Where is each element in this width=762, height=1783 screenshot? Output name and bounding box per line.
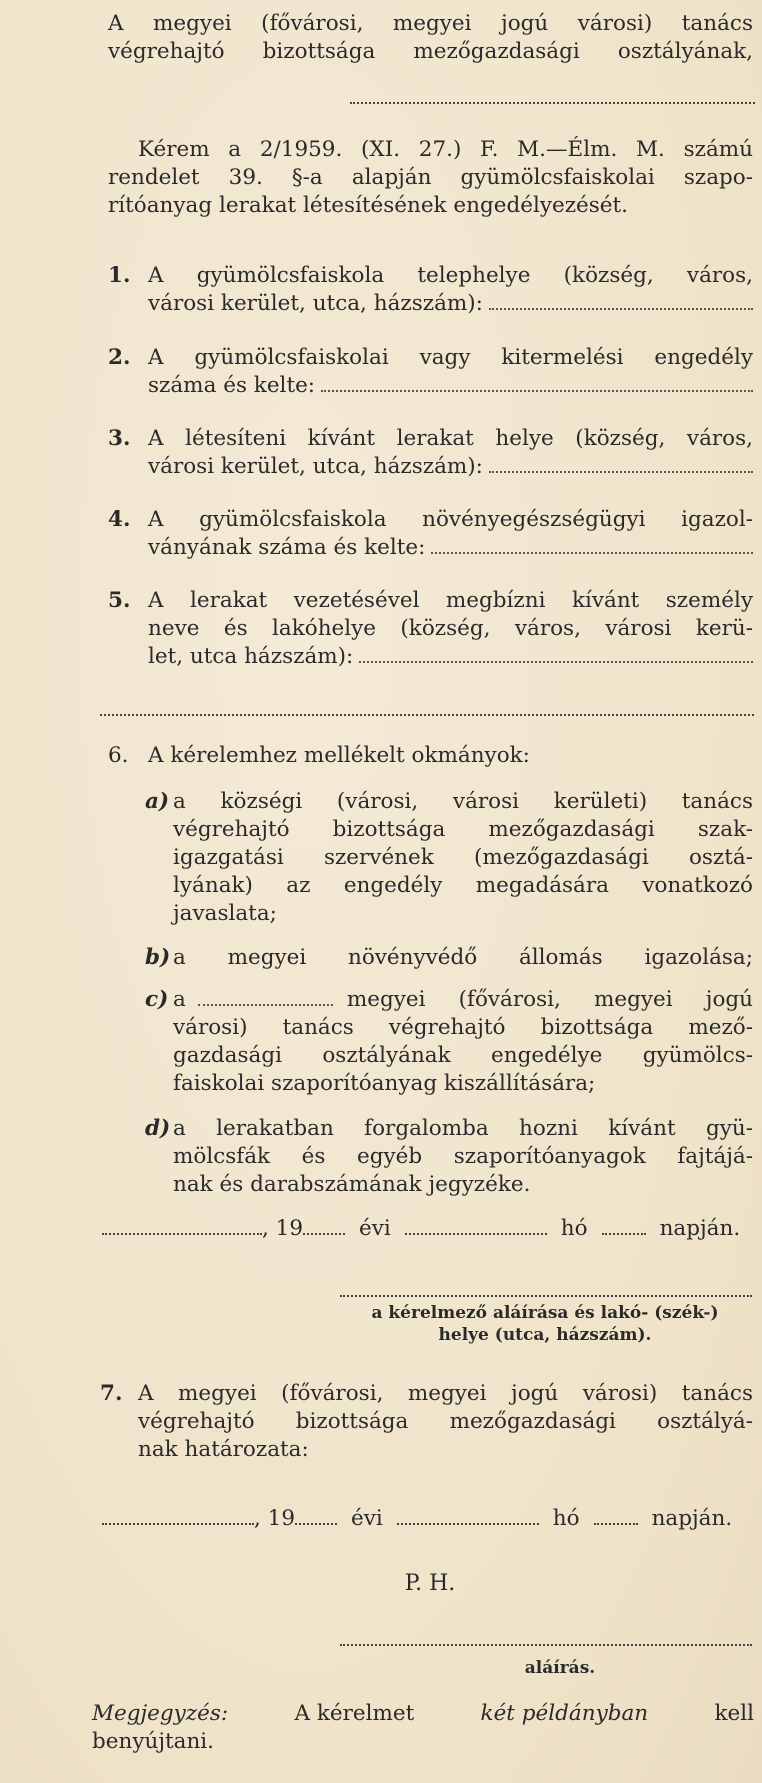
item-3-line-2: városi kerület, utca, házszám):	[148, 454, 483, 479]
request-line-2: rendelet 39. §-a alapján gyümölcsfaiskolai szapo-	[108, 165, 753, 190]
addressee-fill-line[interactable]	[350, 100, 755, 104]
signature-fill[interactable]	[340, 1642, 752, 1646]
date-2-day-fill[interactable]	[594, 1505, 638, 1525]
item-3-fill[interactable]	[489, 453, 753, 473]
date-1-napjan: napján.	[659, 1216, 741, 1241]
date-1-ho: hó	[560, 1216, 588, 1241]
date-2-month-fill[interactable]	[397, 1505, 539, 1525]
item-5-extra-fill[interactable]	[100, 712, 754, 716]
item-6c-suffix: megyei (fővárosi, megyei jogú	[346, 987, 753, 1012]
note-line-2: benyújtani.	[92, 1729, 215, 1754]
item-7	[138, 1380, 753, 1464]
stamp-ph: P. H.	[404, 1571, 456, 1596]
date-2-evi: évi	[351, 1506, 383, 1531]
date-2-ho: hó	[552, 1506, 580, 1531]
note-pre: A kérelmet	[294, 1701, 415, 1726]
item-2-number: 2.	[108, 345, 131, 370]
item-1	[148, 262, 753, 318]
item-4	[148, 506, 753, 562]
date-2-year-fill[interactable]	[295, 1505, 337, 1525]
request-line-3: rítóanyag lerakat létesítésének engedélyezését.	[108, 193, 628, 218]
item-6c-line-4: faiskolai szaporítóanyag kiszállítására;	[173, 1071, 596, 1096]
item-7-line-3: nak határozata:	[138, 1437, 309, 1462]
note-label: Megjegyzés:	[92, 1701, 229, 1726]
applicant-signature-caption	[330, 1302, 760, 1346]
item-2-fill[interactable]	[321, 372, 753, 392]
item-6c	[173, 986, 753, 1098]
item-6-number: 6.	[108, 743, 129, 768]
item-5-line-1: A lerakat vezetésével megbízni kívánt személy	[148, 588, 753, 613]
item-6a-line-5: javaslata;	[173, 901, 277, 926]
item-2-line-1: A gyümölcsfaiskolai vagy kitermelési engedély	[148, 345, 753, 370]
item-4-fill[interactable]	[431, 534, 753, 554]
item-6a-line-1: a községi (városi, városi kerületi) tanács	[173, 789, 753, 814]
date-line-1	[102, 1215, 753, 1243]
addressee-block	[108, 10, 753, 66]
item-1-line-1: A gyümölcsfaiskola telephelye (község, város,	[148, 263, 753, 288]
item-6b-line-1: a megyei növényvédő állomás igazolása;	[173, 945, 753, 970]
date-1-year-prefix: , 19	[262, 1216, 304, 1241]
applicant-signature-caption-line-2: helye (utca, házszám).	[438, 1325, 652, 1345]
item-5-line-3: let, utca házszám):	[148, 644, 354, 669]
item-2-line-2: száma és kelte:	[148, 373, 316, 398]
item-6b	[173, 944, 753, 972]
signature-caption: aláírás.	[524, 1658, 596, 1678]
item-3	[148, 425, 753, 481]
item-4-line-2: ványának száma és kelte:	[148, 535, 426, 560]
item-6c-county-fill[interactable]	[198, 986, 333, 1006]
item-6-title: A kérelemhez mellékelt okmányok:	[148, 743, 530, 768]
item-6c-prefix: a	[173, 987, 186, 1012]
request-line-1: Kérem a 2/1959. (XI. 27.) F. M.—Élm. M. számú	[138, 137, 753, 162]
item-2	[148, 344, 753, 400]
date-1-evi: évi	[359, 1216, 391, 1241]
item-6a-line-3: igazgatási szervének (mezőgazdasági osztá-	[173, 845, 753, 870]
item-3-line-1: A létesíteni kívánt lerakat helye (község, város,	[148, 426, 753, 451]
date-1-place-fill[interactable]	[102, 1215, 262, 1235]
item-7-line-1: A megyei (fővárosi, megyei jogú városi) tanács	[138, 1381, 753, 1406]
addressee-line-2: végrehajtó bizottsága mezőgazdasági osztályának,	[108, 39, 753, 64]
item-1-number: 1.	[108, 263, 131, 288]
item-6a-label: a)	[145, 789, 170, 814]
addressee-line-1: A megyei (fővárosi, megyei jogú városi) tanács	[108, 11, 753, 36]
date-2-napjan: napján.	[651, 1506, 733, 1531]
date-2-year-prefix: , 19	[254, 1506, 296, 1531]
item-6d-label: d)	[145, 1116, 171, 1141]
item-6d	[173, 1115, 753, 1199]
item-6b-label: b)	[145, 945, 171, 970]
date-2-place-fill[interactable]	[102, 1505, 254, 1525]
item-6a-line-2: végrehajtó bizottsága mezőgazdasági szak-	[173, 817, 753, 842]
item-4-line-1: A gyümölcsfaiskola növényegészségügyi igazol-	[148, 507, 753, 532]
request-paragraph	[108, 136, 753, 220]
item-6d-line-2: mölcsfák és egyéb szaporítóanyagok fajtájá-	[173, 1144, 753, 1169]
item-6c-line-2: városi) tanács végrehajtó bizottsága mező-	[173, 1015, 753, 1040]
applicant-signature-caption-line-1: a kérelmező aláírása és lakó- (szék-)	[371, 1303, 719, 1323]
item-6d-line-1: a lerakatban forgalomba hozni kívánt gyü-	[173, 1116, 753, 1141]
item-4-number: 4.	[108, 507, 131, 532]
note-post: kell	[714, 1701, 754, 1726]
item-6d-line-3: nak és darabszámának jegyzéke.	[173, 1172, 531, 1197]
item-3-number: 3.	[108, 426, 131, 451]
item-6c-label: c)	[145, 987, 169, 1012]
item-6a	[173, 788, 753, 928]
date-1-day-fill[interactable]	[602, 1215, 646, 1235]
item-7-number: 7.	[100, 1381, 123, 1406]
item-6c-line-3: gazdasági osztályának engedélye gyümölcs-	[173, 1043, 753, 1068]
item-1-fill[interactable]	[489, 290, 753, 310]
date-1-year-fill[interactable]	[303, 1215, 345, 1235]
item-5-number: 5.	[108, 588, 131, 613]
item-7-line-2: végrehajtó bizottsága mezőgazdasági osztályá-	[138, 1409, 753, 1434]
date-line-2	[102, 1505, 753, 1533]
item-5-fill[interactable]	[359, 643, 753, 663]
item-5-line-2: neve és lakóhelye (község, város, városi kerü-	[148, 616, 753, 641]
applicant-signature-fill[interactable]	[340, 1293, 752, 1297]
note	[92, 1700, 754, 1756]
item-6a-line-4: lyának) az engedély megadására vonatkozó	[173, 873, 753, 898]
note-emphasis: két példányban	[480, 1701, 649, 1726]
item-1-line-2: városi kerület, utca, házszám):	[148, 291, 483, 316]
date-1-month-fill[interactable]	[405, 1215, 547, 1235]
item-5	[148, 587, 753, 671]
